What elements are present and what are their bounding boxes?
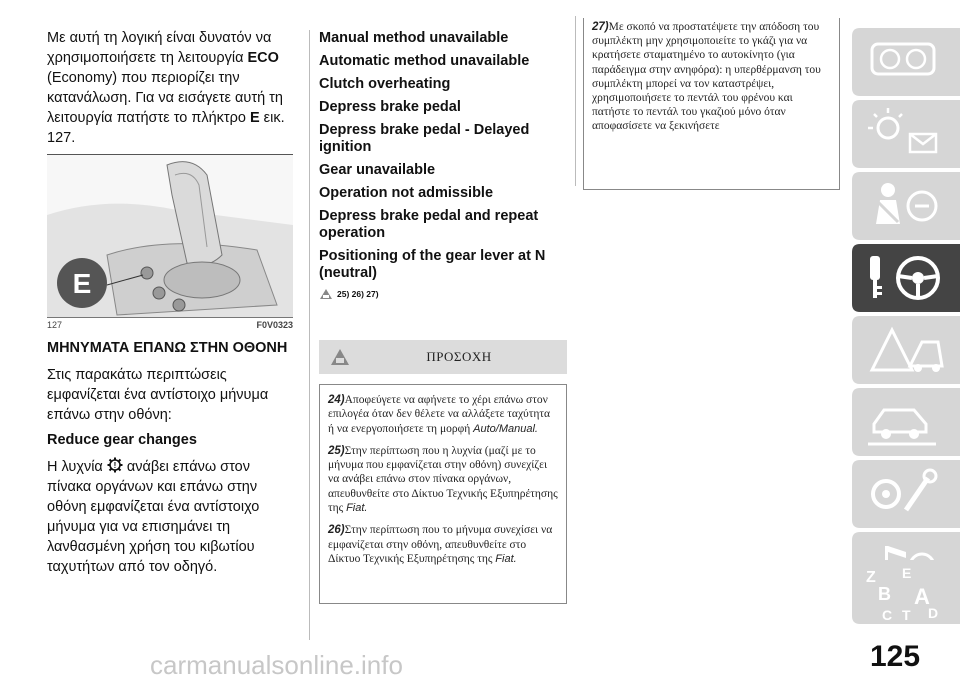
dashboard-icon [852,28,960,96]
reduce-gear-text [47,457,295,577]
gear-lever-illustration [47,155,293,317]
svg-text:Z: Z [866,569,876,586]
callout-badge-letter: E [72,268,92,299]
figure-code: F0V0323 [256,320,293,330]
message-item: Depress brake pedal and repeat operation [319,208,539,241]
warning-box [319,384,567,604]
section-text: Στις παρακάτω περιπτώσεις εμφανίζεται ένα αντίστοιχο μήνυμα επάνω στην οθόνη: [47,367,269,423]
key-steering-wheel-icon [852,244,960,312]
index-tab[interactable] [852,560,960,624]
message-item: Operation not admissible [319,185,494,201]
message-item: Gear unavailable [319,162,436,178]
svg-text:!: ! [113,461,117,470]
warning-italic: Auto/Manual. [473,422,538,435]
caution-item [592,20,833,134]
maintenance-tab[interactable] [852,388,960,458]
svg-text:B: B [878,584,891,604]
alphabet-index-icon [852,560,960,624]
figure-number: 127 [47,320,63,330]
reduce-text-2: ανάβει επάνω στον πίνακα οργάνων και επάνω στην οθόνη εμφανίζεται ένα αντίστοιχο μήνυμα για να επισημάνει τη λανθασμένη χρήση του κιβωτίου ταχυτήτων από τον οδηγό. [47,459,260,575]
figure-caption [47,317,293,330]
caution-text: Με σκοπό να προστατέψετε την απόδοση του συμπλέκτη μην χρησιμοποιείτε το γκάζι για να κρατήσετε σταματημένο το αυτοκίνητο (για παράδειγμα στην ανηφόρα): η υπερθέρμανση του συμπλέκτη μπορεί να τον καταστρέψει, χρησιμοποιήσετε το πεντάλ του φρένου και πατήστε το πεντάλ του γκαζιού μόνο όταν αποφασίσετε να ξεκινήσετε [592,21,821,133]
message-item: Depress brake pedal - Delayed ignition [319,122,530,155]
safety-tab[interactable] [852,172,960,242]
emergency-tab[interactable] [852,316,960,386]
technical-tab[interactable] [852,460,960,530]
e-key-label: E [249,110,260,126]
svg-text:T: T [902,607,911,623]
warning-header [319,340,567,374]
svg-text:D: D [928,605,939,621]
warning-item [328,393,558,436]
chapter-tabs [852,0,960,678]
intro-paragraph [47,28,295,148]
message-item: Positioning of the gear lever at N (neutral) [319,248,546,281]
reduce-gear-heading: Reduce gear changes [47,432,197,448]
warning-text: Στην περίπτωση που η λυχνία (μαζί με το μήνυμα που εμφανίζεται στην οθόνη) συνεχίζει να ανάβει επάνω στον πίνακα οργάνων, απευθυνθείτε στο Δίκτυο Τεχνικής Εξυπηρέτησης της [328,444,558,515]
gate-button [153,287,165,299]
seatbelt-airbag-icon [852,172,960,240]
intro-text-2: (Economy) που περιορίζει την κατανάλωση. Για να εισάγετε αυτή τη λειτουργία πατήστε το πλήκτρο [47,70,283,126]
svg-text:C: C [882,607,893,623]
warning-text: Στην περίπτωση που το μήνυμα συνεχίσει να εμφανίζεται στην οθόνη, απευθυνθείτε στο Δίκτυο Τεχνικής Εξυπηρέτησης της [328,524,553,565]
eco-label: ECO [247,50,279,66]
gate-button-r [173,299,185,311]
section-heading: ΜΗΝΥΜΑΤΑ ΕΠΑΝΩ ΣΤΗΝ ΟΘΟΝΗ [47,340,288,356]
gate-button-e [141,267,153,279]
lever-boot [164,262,240,298]
warning-item [328,523,558,566]
watermark: carmanualsonline.info [150,650,403,680]
caution-box [583,18,840,190]
driving-tab[interactable] [852,244,960,314]
warning-hand-icon [329,347,351,367]
column-divider [309,30,310,640]
dashboard-tab[interactable] [852,28,960,98]
references [319,288,567,300]
page-number: 125 [870,640,921,673]
caution-number: 27) [592,21,609,33]
car-lift-icon [852,388,960,456]
message-item: Manual method unavailable [319,30,509,46]
reference-numbers: 25) 26) 27) [337,289,379,299]
tools-icon [852,460,960,528]
column-divider [575,16,576,186]
warning-italic: Fiat. [495,552,517,565]
gear-warning-icon [107,457,123,473]
warning-text: Αποφεύγετε να αφήνετε το χέρι επάνω στον επιλογέα όταν δεν θέλετε να αλλάξετε ταχύτητα ή να ενεργοποιήσετε τη μορφή [328,394,551,435]
warning-italic: Fiat. [346,502,368,515]
message-item: Clutch overheating [319,76,451,92]
column-left [47,28,295,583]
message-item: Automatic method unavailable [319,53,530,69]
figure-gear-lever [47,154,293,329]
reduce-text-1: Η λυχνία [47,459,107,475]
intro-text-1: Με αυτή τη λογική είναι δυνατόν να χρησιμοποιήσετε τη λειτουργία [47,30,272,66]
warning-triangle-icon [852,316,960,384]
svg-text:A: A [914,584,930,609]
intro-text-3: εικ. 127. [47,110,285,146]
column-middle [319,30,567,300]
message-item: Depress brake pedal [319,99,461,115]
lights-tab[interactable] [852,100,960,170]
warning-number: 26) [328,524,345,537]
warning-light-icon [852,100,960,168]
warning-item [328,444,558,515]
warning-hand-icon [319,288,333,300]
warning-number: 25) [328,444,345,457]
svg-text:E: E [902,565,912,581]
warning-title: ΠΡΟΣΟΧΗ [426,349,492,364]
warning-number: 24) [328,394,345,406]
